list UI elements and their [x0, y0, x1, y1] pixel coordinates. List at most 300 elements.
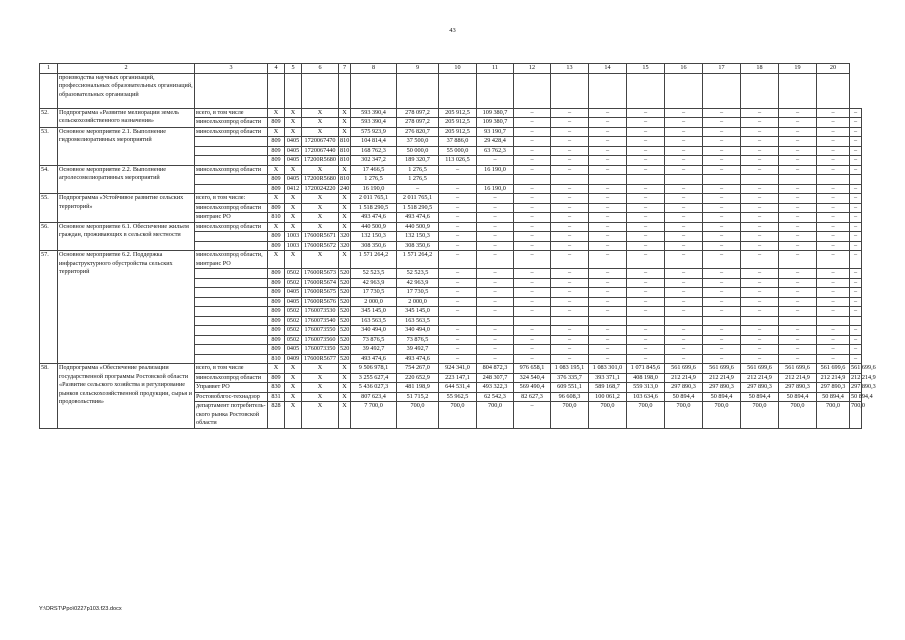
amount-cell: –	[627, 269, 665, 279]
column-number-cell: 14	[589, 64, 627, 74]
amount-cell: –	[514, 118, 551, 128]
amount-cell	[589, 316, 627, 326]
amount-cell: –	[477, 307, 514, 317]
budget-code-cell: X	[268, 251, 285, 269]
amount-cell: 82 627,3	[514, 392, 551, 402]
amount-cell: –	[850, 127, 862, 137]
amount-cell: 807 623,4	[351, 392, 397, 402]
amount-cell	[665, 175, 703, 185]
amount-cell: –	[817, 345, 850, 355]
budget-code-cell: X	[339, 222, 351, 232]
amount-cell: –	[703, 156, 741, 166]
amount-cell: 2 011 765,1	[397, 194, 439, 204]
budget-code-cell: 809	[268, 326, 285, 336]
amount-cell: –	[514, 288, 551, 298]
amount-cell: –	[514, 222, 551, 232]
amount-cell: 96 608,3	[551, 392, 589, 402]
budget-code-cell: 17200R5680	[302, 175, 339, 185]
amount-cell: 276 820,7	[397, 127, 439, 137]
budget-code-cell: 520	[340, 307, 350, 314]
amount-cell: –	[817, 156, 850, 166]
budget-code-cell: X	[339, 364, 351, 374]
budget-code-cell: X	[285, 364, 302, 374]
program-name: Основное мероприятие 6.2. Поддержка инфраструктурного обустройства сельских территорий	[58, 251, 195, 364]
amount-cell: –	[665, 278, 703, 288]
amount-cell: –	[627, 118, 665, 128]
row-number: 57.	[40, 251, 58, 364]
amount-cell: –	[477, 203, 514, 213]
amount-cell: –	[627, 137, 665, 147]
amount-cell: –	[779, 222, 817, 232]
amount-cell: –	[741, 345, 779, 355]
amount-cell: –	[514, 184, 551, 194]
budget-code-cell: 520	[340, 354, 350, 362]
amount-cell: –	[665, 297, 703, 307]
budget-code-cell: X	[285, 127, 302, 137]
amount-cell: –	[741, 307, 779, 317]
budget-code-cell: X	[268, 364, 285, 374]
amount-cell: –	[477, 194, 514, 204]
budget-code-cell: X	[339, 118, 351, 128]
amount-cell: –	[817, 307, 850, 317]
budget-code-cell: X	[302, 251, 339, 269]
budget-code-cell: 320	[340, 241, 350, 249]
amount-cell: 700,0	[627, 402, 665, 429]
amount-cell: –	[703, 241, 741, 251]
amount-cell: 1 518 290,5	[351, 203, 397, 213]
amount-cell: –	[514, 278, 551, 288]
amount-cell: –	[703, 118, 741, 128]
amount-cell: –	[551, 108, 589, 118]
amount-cell: –	[477, 335, 514, 345]
budget-code-cell: X	[339, 392, 351, 402]
executor-cell: минсельхозпрод области	[195, 118, 268, 128]
amount-cell: –	[665, 307, 703, 317]
amount-cell: –	[817, 251, 850, 269]
amount-cell: 39 492,7	[351, 345, 397, 355]
amount-cell: 52 523,5	[397, 269, 439, 279]
budget-code-cell: 320	[340, 232, 350, 239]
amount-cell: –	[779, 184, 817, 194]
amount-cell	[703, 316, 741, 326]
amount-cell: 1 083 301,0	[589, 364, 627, 374]
amount-cell: –	[439, 288, 477, 298]
amount-cell: –	[627, 241, 665, 251]
amount-cell	[741, 316, 779, 326]
amount-cell: –	[627, 213, 665, 223]
budget-code-cell: X	[285, 392, 302, 402]
amount-cell: 569 490,4	[514, 383, 551, 393]
budget-code-cell: X	[285, 108, 302, 118]
budget-code-cell: X	[302, 127, 339, 137]
budget-code-cell: 0502	[285, 269, 302, 279]
budget-code-cell: 1760073560	[302, 335, 339, 345]
amount-cell	[850, 175, 862, 185]
amount-cell: 700,0	[551, 402, 589, 429]
amount-cell: 50 894,4	[665, 392, 703, 402]
amount-cell: –	[627, 345, 665, 355]
amount-cell: 440 500,9	[397, 222, 439, 232]
budget-code-cell: X	[285, 402, 302, 429]
amount-cell: 42 963,9	[397, 278, 439, 288]
amount-cell: 308 350,6	[351, 241, 397, 251]
amount-cell	[665, 316, 703, 326]
executor-cell: Управвет РО	[195, 383, 268, 393]
budget-code-cell: X	[268, 194, 285, 204]
amount-cell	[551, 316, 589, 326]
amount-cell: –	[703, 146, 741, 156]
amount-cell: –	[627, 335, 665, 345]
amount-cell: –	[514, 108, 551, 118]
budget-code-cell: 17600R5673	[302, 269, 339, 279]
amount-cell: –	[850, 251, 862, 269]
program-name: Подпрограмма «Устойчивое развитие сельских территорий»	[58, 194, 195, 223]
amount-cell: –	[665, 118, 703, 128]
budget-code-cell: 809	[268, 307, 285, 317]
amount-cell: –	[627, 222, 665, 232]
amount-cell: –	[779, 326, 817, 336]
amount-cell: –	[817, 232, 850, 242]
amount-cell: 3 255 627,4	[351, 373, 397, 383]
amount-cell: 308 350,6	[397, 241, 439, 251]
budget-code-cell: 520	[340, 278, 350, 286]
amount-cell: 297 890,3	[741, 383, 779, 393]
amount-cell: 109 380,7	[477, 118, 514, 128]
amount-cell	[439, 316, 477, 326]
executor-cell	[195, 175, 268, 185]
amount-cell: –	[850, 146, 862, 156]
budget-code-cell: 17600R5671	[302, 232, 339, 242]
amount-cell: –	[551, 232, 589, 242]
amount-cell: –	[551, 146, 589, 156]
amount-cell: 212 214,9	[779, 373, 817, 383]
amount-cell: 481 198,9	[397, 383, 439, 393]
amount-cell: –	[703, 251, 741, 269]
amount-cell: –	[551, 354, 589, 364]
amount-cell: 345 145,0	[397, 307, 439, 317]
amount-cell: –	[514, 213, 551, 223]
column-number-cell: 4	[268, 64, 285, 74]
amount-cell: –	[627, 297, 665, 307]
amount-cell: –	[627, 146, 665, 156]
amount-cell: 42 963,9	[351, 278, 397, 288]
amount-cell: –	[850, 269, 862, 279]
amount-cell: –	[439, 269, 477, 279]
amount-cell: –	[627, 354, 665, 364]
budget-code-cell: 830	[268, 383, 285, 393]
amount-cell: –	[741, 127, 779, 137]
amount-cell: –	[741, 269, 779, 279]
amount-cell: –	[551, 118, 589, 128]
amount-cell: –	[741, 213, 779, 223]
amount-cell: –	[850, 278, 862, 288]
amount-cell: 50 894,4	[741, 392, 779, 402]
amount-cell: –	[703, 278, 741, 288]
amount-cell: –	[439, 232, 477, 242]
amount-cell: –	[779, 108, 817, 118]
amount-cell: –	[589, 232, 627, 242]
amount-cell: 340 494,0	[351, 326, 397, 336]
amount-cell: –	[665, 213, 703, 223]
amount-cell: –	[589, 326, 627, 336]
amount-cell: –	[741, 146, 779, 156]
column-number-cell: 19	[779, 64, 817, 74]
amount-cell: –	[665, 184, 703, 194]
row-number: 53.	[40, 127, 58, 165]
amount-cell: –	[514, 335, 551, 345]
amount-cell: –	[817, 354, 850, 364]
column-number-cell: 13	[551, 64, 589, 74]
amount-cell: –	[514, 146, 551, 156]
amount-cell: 700,0	[439, 402, 477, 429]
budget-code-cell: 810	[340, 146, 350, 154]
amount-cell: 248 307,7	[477, 373, 514, 383]
budget-code-cell: 1003	[285, 232, 302, 242]
budget-code-cell: 1720067440	[302, 146, 339, 156]
amount-cell: –	[551, 251, 589, 269]
amount-cell: 17 730,5	[351, 288, 397, 298]
executor-cell	[195, 297, 268, 307]
amount-cell: –	[817, 108, 850, 118]
amount-cell: 104 814,4	[351, 137, 397, 147]
amount-cell: 1 276,5	[397, 175, 439, 185]
amount-cell	[817, 175, 850, 185]
amount-cell: 700,0	[817, 402, 850, 429]
executor-cell	[195, 345, 268, 355]
amount-cell	[817, 316, 850, 326]
budget-code-cell: X	[285, 251, 302, 269]
amount-cell: –	[589, 307, 627, 317]
amount-cell: 29 428,4	[477, 137, 514, 147]
amount-cell: 345 145,0	[351, 307, 397, 317]
amount-cell: –	[439, 203, 477, 213]
amount-cell: –	[817, 288, 850, 298]
budget-code-cell: 0405	[285, 175, 302, 185]
budget-code-cell: X	[302, 118, 339, 128]
amount-cell: –	[703, 345, 741, 355]
amount-cell: –	[439, 345, 477, 355]
amount-cell: 16 190,0	[477, 165, 514, 175]
executor-cell	[195, 269, 268, 279]
budget-code-cell: 809	[268, 156, 285, 166]
amount-cell: –	[627, 156, 665, 166]
amount-cell: 593 390,4	[351, 108, 397, 118]
amount-cell: 55 962,5	[439, 392, 477, 402]
amount-cell: –	[779, 194, 817, 204]
amount-cell: –	[551, 127, 589, 137]
amount-cell: –	[665, 269, 703, 279]
budget-code-cell: 520	[340, 269, 350, 276]
amount-cell: –	[817, 278, 850, 288]
budget-code-cell: 0502	[285, 326, 302, 336]
budget-code-cell: 1760073550	[302, 326, 339, 336]
amount-cell: 17 730,5	[397, 288, 439, 298]
amount-cell: –	[741, 222, 779, 232]
budget-code-cell: 17600R5677	[302, 354, 339, 364]
amount-cell: –	[589, 127, 627, 137]
executor-cell	[195, 288, 268, 298]
amount-cell: –	[439, 194, 477, 204]
amount-cell: –	[589, 194, 627, 204]
amount-cell: –	[703, 232, 741, 242]
amount-cell: –	[589, 288, 627, 298]
amount-cell: –	[439, 241, 477, 251]
amount-cell: –	[850, 118, 862, 128]
budget-code-cell: 810	[340, 175, 350, 182]
amount-cell: –	[589, 118, 627, 128]
amount-cell: –	[665, 326, 703, 336]
amount-cell: 297 890,3	[779, 383, 817, 393]
amount-cell: –	[850, 345, 862, 355]
amount-cell: –	[627, 232, 665, 242]
amount-cell: –	[741, 118, 779, 128]
budget-code-cell: 1003	[285, 241, 302, 251]
amount-cell: –	[627, 165, 665, 175]
amount-cell: 700,0	[477, 402, 514, 429]
amount-cell: 212 214,9	[665, 373, 703, 383]
budget-code-cell: 809	[268, 203, 285, 213]
column-number-cell: 16	[665, 64, 703, 74]
amount-cell: –	[850, 354, 862, 364]
row-number: 56.	[40, 222, 58, 251]
amount-cell: –	[477, 222, 514, 232]
amount-cell: –	[551, 326, 589, 336]
column-number-cell: 15	[627, 64, 665, 74]
budget-code-cell: 809	[268, 288, 285, 298]
amount-cell: –	[850, 326, 862, 336]
amount-cell: –	[850, 297, 862, 307]
budget-code-cell: X	[339, 194, 351, 204]
amount-cell: –	[850, 165, 862, 175]
budget-code-cell: X	[285, 213, 302, 223]
amount-cell: 393 371,1	[589, 373, 627, 383]
amount-cell: –	[703, 297, 741, 307]
amount-cell: –	[439, 222, 477, 232]
row-number: 58.	[40, 364, 58, 429]
amount-cell: –	[703, 108, 741, 118]
amount-cell	[477, 175, 514, 185]
amount-cell: –	[850, 335, 862, 345]
executor-cell	[195, 137, 268, 147]
amount-cell: –	[551, 213, 589, 223]
amount-cell	[551, 175, 589, 185]
budget-code-cell: X	[268, 108, 285, 118]
amount-cell	[703, 175, 741, 185]
budget-code-cell: X	[339, 251, 351, 269]
amount-cell: –	[551, 297, 589, 307]
amount-cell: 700,0	[589, 402, 627, 429]
amount-cell: –	[779, 156, 817, 166]
amount-cell: 493 474,6	[397, 213, 439, 223]
executor-cell: минсельхозпрод области	[195, 222, 268, 232]
document-file-path: Y:\ORST\Ppo\0227p103.f23.docx	[39, 606, 122, 612]
budget-code-cell: X	[302, 194, 339, 204]
budget-code-cell: 809	[268, 232, 285, 242]
amount-cell: 16 190,0	[351, 184, 397, 194]
budget-code-cell: 809	[268, 297, 285, 307]
amount-cell: –	[665, 108, 703, 118]
amount-cell: 62 542,3	[477, 392, 514, 402]
amount-cell: 297 890,3	[817, 383, 850, 393]
amount-cell: 189 320,7	[397, 156, 439, 166]
budget-code-cell: 17600R5672	[302, 241, 339, 251]
amount-cell: –	[627, 307, 665, 317]
amount-cell: –	[514, 297, 551, 307]
amount-cell: 609 551,1	[551, 383, 589, 393]
amount-cell: 408 198,0	[627, 373, 665, 383]
amount-cell: –	[703, 354, 741, 364]
amount-cell: –	[703, 194, 741, 204]
amount-cell: 168 762,3	[351, 146, 397, 156]
budget-code-cell: X	[339, 213, 351, 223]
budget-code-cell: X	[285, 373, 302, 383]
amount-cell: 132 150,3	[397, 232, 439, 242]
amount-cell	[514, 316, 551, 326]
amount-cell: –	[779, 297, 817, 307]
amount-cell: –	[514, 241, 551, 251]
amount-cell: –	[817, 118, 850, 128]
amount-cell: –	[665, 127, 703, 137]
amount-cell: –	[741, 354, 779, 364]
amount-cell: –	[589, 345, 627, 355]
amount-cell: –	[779, 241, 817, 251]
amount-cell: –	[589, 222, 627, 232]
amount-cell: –	[779, 213, 817, 223]
budget-code-cell: X	[339, 203, 351, 213]
executor-cell: минсельхозпрод области, минтранс РО	[195, 251, 268, 269]
amount-cell: 324 540,4	[514, 373, 551, 383]
amount-cell: –	[665, 137, 703, 147]
budget-code-cell: 809	[268, 316, 285, 326]
amount-cell: –	[514, 326, 551, 336]
amount-cell: –	[397, 184, 439, 194]
amount-cell: –	[477, 288, 514, 298]
amount-cell: 278 097,2	[397, 118, 439, 128]
executor-cell	[195, 278, 268, 288]
budget-code-cell: X	[285, 165, 302, 175]
amount-cell: –	[741, 165, 779, 175]
amount-cell	[850, 316, 862, 326]
budget-code-cell: 1760073530	[302, 307, 339, 317]
budget-code-cell: X	[302, 203, 339, 213]
budget-code-cell: X	[302, 222, 339, 232]
amount-cell: 700,0	[779, 402, 817, 429]
budget-code-cell: 0405	[285, 288, 302, 298]
amount-cell: –	[779, 335, 817, 345]
amount-cell: 340 494,0	[397, 326, 439, 336]
amount-cell: 559 313,0	[627, 383, 665, 393]
amount-cell: –	[514, 402, 551, 429]
amount-cell: 9 506 978,1	[351, 364, 397, 374]
amount-cell: 1 571 264,2	[397, 251, 439, 269]
amount-cell: –	[703, 326, 741, 336]
amount-cell: –	[439, 213, 477, 223]
executor-cell	[195, 156, 268, 166]
amount-cell: –	[514, 307, 551, 317]
amount-cell: 103 634,6	[627, 392, 665, 402]
amount-cell: –	[477, 354, 514, 364]
amount-cell: –	[589, 335, 627, 345]
budget-code-cell: 0405	[285, 137, 302, 147]
amount-cell: –	[551, 184, 589, 194]
executor-cell	[195, 307, 268, 317]
amount-cell: 700,0	[850, 402, 862, 429]
column-number-cell: 2	[58, 64, 195, 74]
amount-cell: –	[514, 194, 551, 204]
amount-cell: –	[514, 345, 551, 355]
amount-cell	[779, 316, 817, 326]
amount-cell: 50 000,0	[397, 146, 439, 156]
